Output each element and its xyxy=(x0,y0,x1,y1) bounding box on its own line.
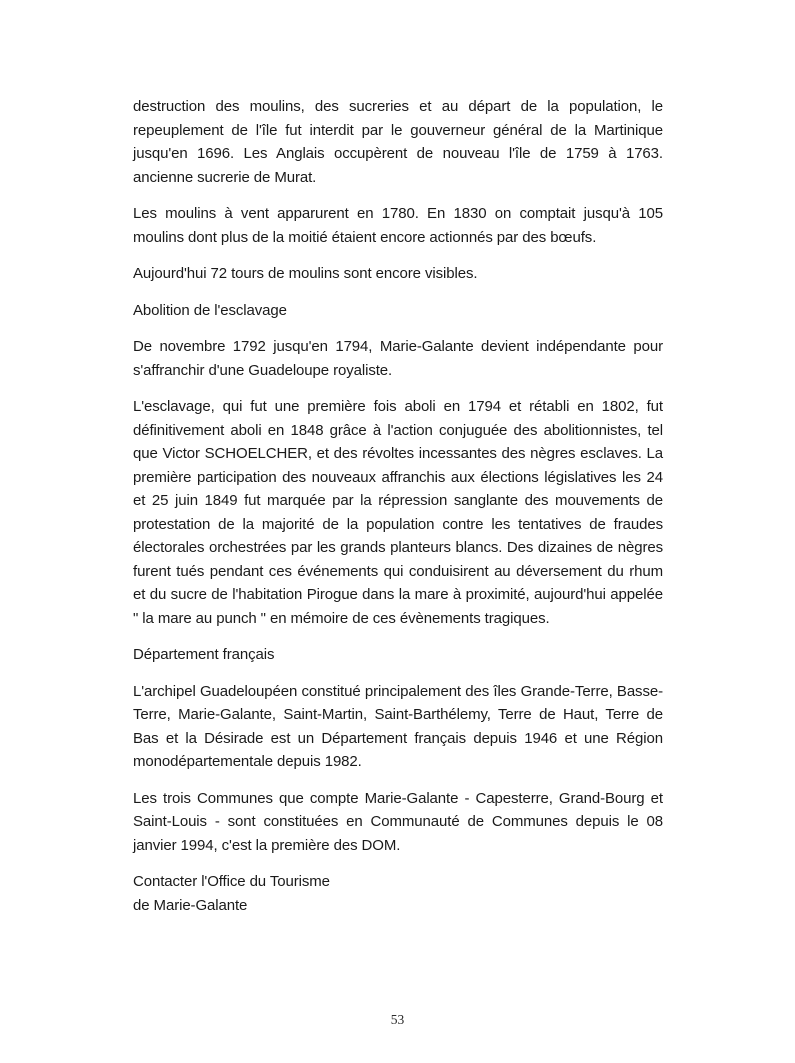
paragraph: L'archipel Guadeloupéen constitué principalement des îles Grande-Terre, Basse-Terre, Marie-Galante, Saint-Martin, Saint-Barthélemy, Terre de Haut, Terre de Bas et la Désirade est un Département français depuis 1946 et une Région monodépartementale depuis 1982. xyxy=(133,682,663,770)
paragraph: Les trois Communes que compte Marie-Galante - Capesterre, Grand-Bourg et Saint-Louis - sont constituées en Communauté de Communes depuis le 08 janvier 1994, c'est la première des DOM. xyxy=(133,789,663,854)
section-heading: Abolition de l'esclavage xyxy=(133,301,287,319)
paragraph-line: Contacter l'Office du Tourisme xyxy=(133,873,330,890)
paragraph: Aujourd'hui 72 tours de moulins sont encore visibles. xyxy=(133,265,478,282)
paragraph: De novembre 1792 jusqu'en 1794, Marie-Galante devient indépendante pour s'affranchir d'une Guadeloupe royaliste. xyxy=(133,338,663,379)
section-heading: Département français xyxy=(133,646,275,663)
paragraph: L'esclavage, qui fut une première fois aboli en 1794 et rétabli en 1802, fut définitivement aboli en 1848 grâce à l'action conjuguée des abolitionnistes, tel que Victor SCHOELCHER, et des révoltes incessantes des nègres esclaves. La première participation des nouveaux affranchis aux élections législatives les 24 et 25 juin 1849 fut marquée par la répression sanglante des mouvements de protestation de la majorité de la population contre les tentatives de fraudes électorales orchestrées par les grands planteurs blancs. Des dizaines de nègres furent tués pendant ces événements qui conduisirent au déversement du rhum et du sucre de l'habitation Pirogue dans la mare à proximité, aujourd'hui appelée " la mare au punch " en mémoire de ces évènements tragiques. xyxy=(133,398,663,627)
page-body xyxy=(133,95,663,930)
paragraph: destruction des moulins, des sucreries et au départ de la population, le repeuplement de l'île fut interdit par le gouverneur général de la Martinique jusqu'en 1696. Les Anglais occupèrent de nouveau l'île de 1759 à 1763. ancienne sucrerie de Murat. xyxy=(133,98,663,186)
page-number: 53 xyxy=(390,1012,405,1027)
paragraph-line: de Marie-Galante xyxy=(133,896,248,914)
paragraph: Les moulins à vent apparurent en 1780. En 1830 on comptait jusqu'à 105 moulins dont plus de la moitié étaient encore actionnés par des bœufs. xyxy=(133,205,663,246)
paragraph xyxy=(133,870,663,917)
